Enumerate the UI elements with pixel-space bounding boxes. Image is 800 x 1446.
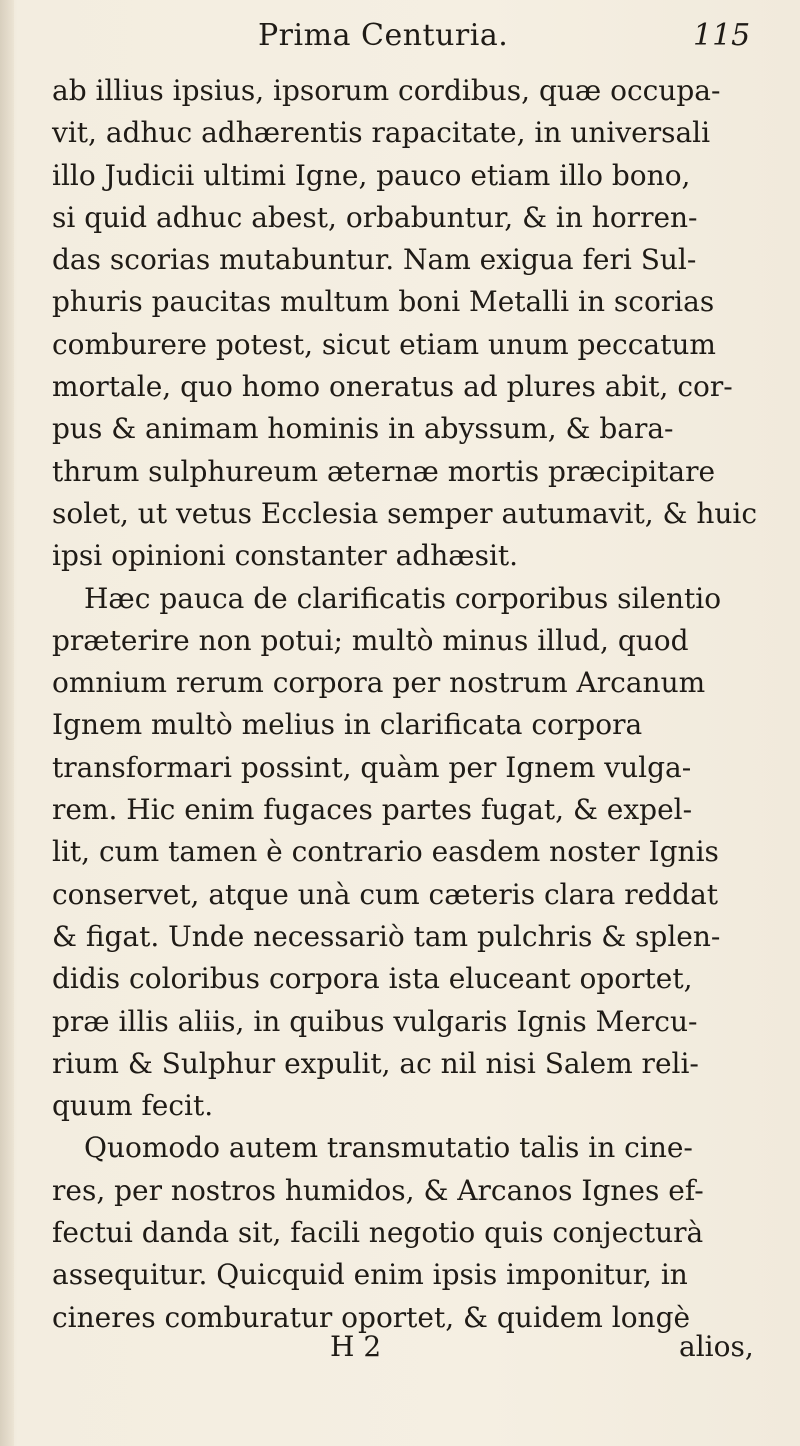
text-line: Quomodo autem transmutatio talis in cine- [84,1131,693,1165]
text-line: lit, cum tamen è contrario easdem noster Ignis [52,835,719,869]
running-title: Prima Centuria. [258,18,509,53]
text-line: si quid adhuc abest, orbabuntur, & in horren- [52,200,698,234]
page-gutter [0,0,14,1446]
page-footer [0,1330,800,1370]
text-line: das scorias mutabuntur. Nam exigua feri Sul- [52,243,697,277]
text-line: fectui danda sit, facili negotio quis conjecturà [52,1216,704,1250]
text-line: præterire non potui; multò minus illud, quod [52,623,689,657]
text-line: præ illis aliis, in quibus vulgaris Ignis Mercu- [52,1004,698,1038]
text-line: transformari possint, quàm per Ignem vulga- [52,750,692,784]
signature-mark: H 2 [330,1330,382,1363]
text-line: & figat. Unde necessariò tam pulchris & splen- [52,919,721,953]
text-line: quum fecit. [52,1089,214,1123]
text-line: mortale, quo homo oneratus ad plures abit, cor- [52,370,733,404]
text-line: Ignem multò melius in clarificata corpora [52,708,643,742]
text-line: comburere potest, sicut etiam unum peccatum [52,327,716,361]
text-line: ipsi opinioni constanter adhæsit. [52,539,519,573]
text-line: pus & animam hominis in abyssum, & bara- [52,412,674,446]
text-line: Hæc pauca de clarificatis corporibus silentio [84,581,722,615]
page-number: 115 [693,18,751,53]
text-line: rium & Sulphur expulit, ac nil nisi Salem reli- [52,1046,699,1080]
catchword: alios, [679,1330,754,1363]
text-line: assequitur. Quicquid enim ipsis imponitur, in [52,1258,688,1292]
text-line: omnium rerum corpora per nostrum Arcanum [52,666,706,700]
text-line: conservet, atque unà cum cæteris clara reddat [52,877,719,911]
text-line: res, per nostros humidos, & Arcanos Ignes ef- [52,1173,704,1207]
body-text [52,70,772,1339]
text-line: ab illius ipsius, ipsorum cordibus, quæ occupa- [52,74,721,107]
text-line: didis coloribus corpora ista eluceant oportet, [52,962,693,996]
text-line: rem. Hic enim fugaces partes fugat, & expel- [52,793,693,827]
text-line: illo Judicii ultimi Igne, pauco etiam illo bono, [52,158,691,192]
text-line: vit, adhuc adhærentis rapacitate, in universali [52,116,711,150]
text-line: thrum sulphureum æternæ mortis præcipitare [52,454,716,488]
text-line: solet, ut vetus Ecclesia semper autumavit, & huic [52,496,758,530]
text-line: cineres comburatur oportet, & quidem longè [52,1300,691,1334]
running-head [0,18,800,58]
text-line: phuris paucitas multum boni Metalli in scorias [52,285,715,319]
